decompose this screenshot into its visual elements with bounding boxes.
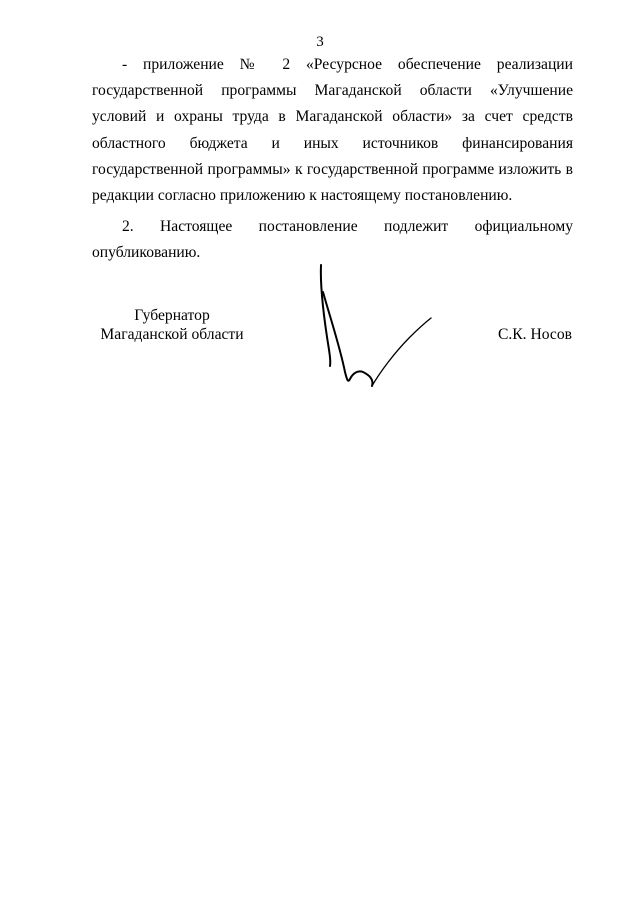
paragraph-appendix: - приложение № 2 «Ресурсное обеспечение реализации государственной программы Магаданской области «Улучшение условий и охраны труда в Магаданской области» за счет средств областного бюджета и иных источников финансирования государственной программы» к государственной программе изложить в редакции согласно приложению к настоящему постановлению. <box>92 56 573 205</box>
signatory-name: С.К. Носов <box>497 326 572 343</box>
signatory-title <box>97 306 247 344</box>
body-text <box>92 52 573 267</box>
signature-block <box>0 306 640 406</box>
signatory-title-line1: Губернатор <box>134 307 210 324</box>
paragraph-publication: 2. Настоящее постановление подлежит официальному опубликованию. <box>92 218 573 262</box>
signatory-title-line2: Магаданской области <box>100 326 244 343</box>
page-number: 3 <box>316 34 324 50</box>
